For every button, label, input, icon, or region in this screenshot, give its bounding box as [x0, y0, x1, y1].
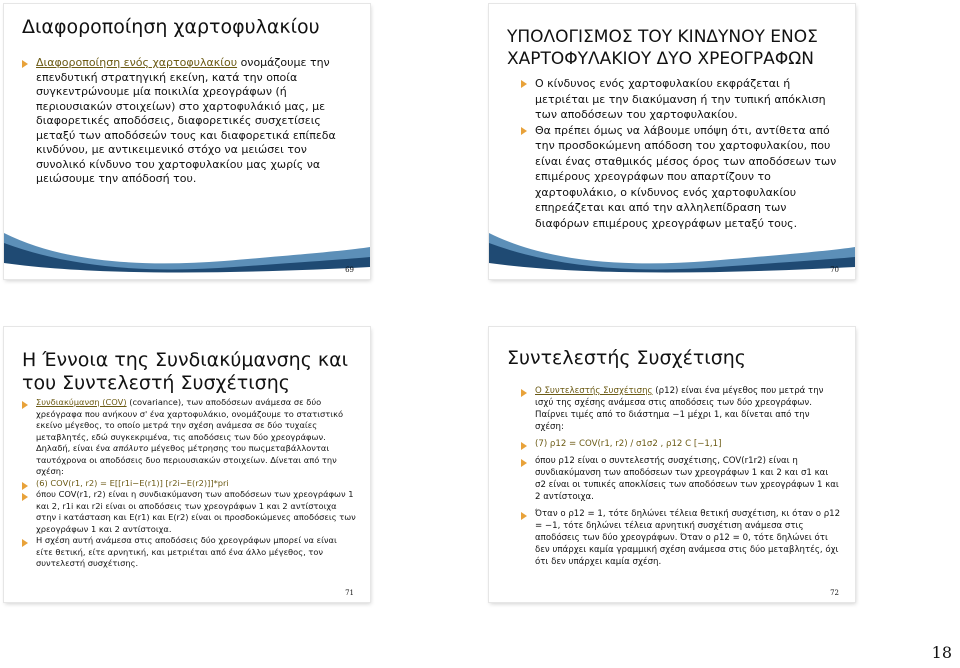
term-diaforopoiisi: Διαφοροποίηση ενός χαρτοφυλακίου: [36, 56, 238, 69]
bullet-text: (covariance), των αποδόσεων ανάμεσα σε δύο χρεόγραφα που ανήκουν σ' ένα χαρτοφυλάκιο, ονομάζουμε το στατιστικό εκείνο μέγεθος, το οποίο μετρά την σχέση ανάμεσα σε δύο τυχαίες μεταβλητές, εδώ συγκεκριμένα, τις αποδόσεις των δύο χρεογράφων. Δηλαδή, είναι ένα: [36, 397, 344, 453]
list-item: [521, 508, 841, 568]
bullet-text: Θα πρέπει όμως να λάβουμε υπόψη ότι, αντίθετα από την προσδοκώμενη απόδοση του χαρτοφυλακίου, που είναι ένας σταθμικός μέσος όρος των αποδόσεων των επιμέρους χρεογράφων που απαρτίζουν το χαρτοφυλάκιο, ο κίνδυνος ενός χαρτοφυλακίου επηρεάζεται και από την αλληλεπίδραση των διαφόρων επιμέρους χρεογράφων μεταξύ τους.: [535, 123, 837, 230]
wave-decoration: [4, 233, 370, 279]
slide-69: [4, 4, 370, 279]
list-item: [22, 56, 356, 187]
bullet-text-cont: μέγεθος μέτρησης του πωςμεταβάλλονται ταυτόχρονα οι αποδόσεις δυο περιουσιακών στοιχείων. Δίνεται από την σχέση:: [36, 443, 337, 476]
document-page-number: 18: [931, 643, 952, 662]
slide-70: [489, 4, 855, 279]
slide-72: [489, 327, 855, 602]
list-item: [22, 535, 356, 570]
bullet-text: όπου COV(r1, r2) είναι η συνδιακύμανση των αποδόσεων των χρεογράφων 1 και 2, r1i και r2i είναι οι αποδόσεις των χρεογράφων 1 και 2 αντίστοιχα στην i κατάσταση και E(r1) και E(r2) είναι οι προσδοκώμενες αποδόσεις των χρεογράφων 1 και 2 αντίστοιχα.: [36, 489, 356, 534]
bullet-text: (ρ12) είναι ένα μέγεθος που μετρά την ισχύ της σχέσης ανάμεσα στις αποδόσεις των δύο χρεογράφων. Παίρνει τιμές από το διάστημα −1 μέχρι 1, και δίνεται από την σχέση:: [535, 386, 824, 432]
bullet-text: Η σχέση αυτή ανάμεσα στις αποδόσεις δύο χρεογράφων μπορεί να είναι είτε θετική, είτε αρνητική, και μετριέται από ένα άλλο μέγεθος, τον συντελεστή συσχέτισης.: [36, 535, 337, 568]
slide-number: 69: [345, 266, 354, 274]
slide-number: 70: [830, 266, 839, 274]
bullet-text: Όταν ο ρ12 = 1, τότε δηλώνει τέλεια θετική συσχέτιση, κι όταν ο ρ12 = −1, τότε δηλώνει τέλεια αρνητική συσχέτιση ανάμεσα στις αποδόσεις των δύο χρεογράφων. Όταν ο ρ12 = 0, τότε δηλώνει ότι δεν υπάρχει καμία γραμμική σχέση ανάμεσα στις δύο μεταβλητές, όχι ότι δεν υπάρχει καμία σχέση.: [535, 509, 841, 567]
list-item: [521, 438, 841, 450]
term-covariance: Συνδιακύμανση (COV): [36, 397, 127, 407]
slide-number: 71: [345, 589, 354, 597]
list-item: [521, 455, 841, 503]
list-item: [22, 489, 356, 535]
bullet-text: όπου ρ12 είναι ο συντελεστής συσχέτισης, COV(r1r2) είναι η συνδιακύμανση των αποδόσεων των χρεογράφων 1 και 2 και σ1 και σ2 είναι οι τυπικές αποκλίσεις των αποδόσεων των χρεογράφων 1 και 2 αντίστοιχα.: [535, 456, 839, 502]
slide-title: ΥΠΟΛΟΓΙΣΜΟΣ ΤΟΥ ΚΙΝΔΥΝΟΥ ΕΝΟΣ ΧΑΡΤΟΦΥΛΑΚΙΟΥ ΔΥΟ ΧΡΕΟΓΡΑΦΩΝ: [507, 27, 818, 69]
slide-title: Διαφοροποίηση χαρτοφυλακίου: [22, 16, 320, 38]
formula-correlation: (7) ρ12 = COV(r1, r2) / σ1σ2 , ρ12 C [−1,1]: [535, 439, 722, 449]
term-correlation: Ο Συντελεστής Συσχέτισης: [535, 386, 653, 396]
slide-71: [4, 327, 370, 602]
list-item: [521, 123, 841, 232]
list-item: [521, 385, 841, 433]
bullet-text: ονομάζουμε την επενδυτική στρατηγική εκείνη, κατά την οποία συγκεντρώνουμε μία ποικιλία χρεογράφων (ή περιουσιακών στοιχείων) στο χαρτοφυλάκιό μας, με διαφορετικές αποδόσεις, διαφορετικές συσχετίσεις μεταξύ των αποδόσεών τους και διαφορετικά επίπεδα κινδύνου, με αντικειμενικό στόχο να μειώσει τον συνολικό κίνδυνο του χαρτοφυλακίου μας χωρίς να μειώσουμε την απόδοσή του.: [36, 56, 336, 185]
slide-number: 72: [830, 589, 839, 597]
bullet-text: Ο κίνδυνος ενός χαρτοφυλακίου εκφράζεται ή μετριέται με την διακύμανση ή την τυπική απόκλιση των αποδόσεων του χαρτοφυλακίου.: [535, 77, 826, 121]
wave-decoration: [489, 233, 855, 279]
list-item: [22, 478, 356, 490]
list-item: [22, 397, 356, 478]
bullet-list: [22, 56, 356, 187]
slide-title: Συντελεστής Συσχέτισης: [507, 347, 746, 369]
emphasis-text: απόλυτο: [113, 443, 149, 453]
list-item: [521, 76, 841, 123]
formula-covariance: (6) COV(r1, r2) = E[[r1i−E(r1)] [r2i−E(r2)]]*pri: [36, 477, 229, 488]
bullet-list: [22, 397, 356, 570]
slide-title: Η Έννοια της Συνδιακύμανσης και του Συντελεστή Συσχέτισης: [22, 349, 349, 394]
bullet-list: [521, 76, 841, 231]
bullet-list: [521, 385, 841, 573]
